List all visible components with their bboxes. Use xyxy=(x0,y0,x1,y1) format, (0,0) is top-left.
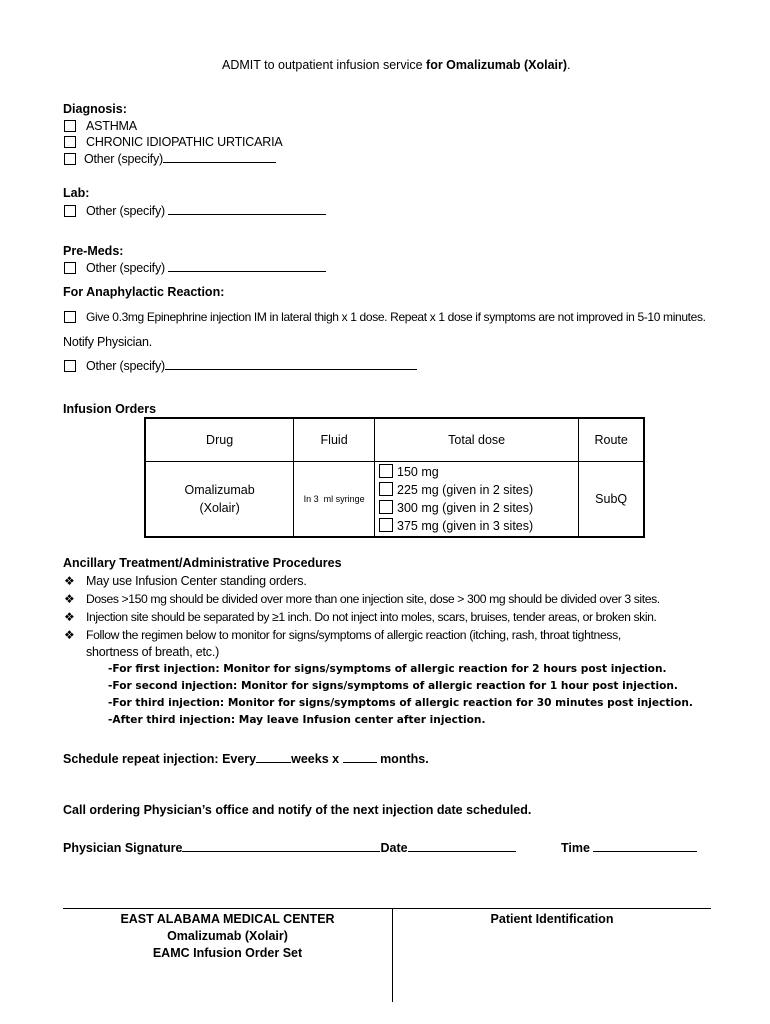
dose-option-225[interactable]: 225 mg (given in 2 sites) xyxy=(375,481,578,499)
checkbox[interactable] xyxy=(64,205,76,217)
dose-option-150[interactable]: 150 mg xyxy=(375,463,578,481)
anaphylactic-heading: For Anaphylactic Reaction: xyxy=(63,285,225,299)
physician-signature-field[interactable] xyxy=(182,840,380,852)
bullet-icon: ❖ xyxy=(64,628,75,642)
time-field[interactable] xyxy=(593,840,697,852)
ancillary-bullet-1: May use Infusion Center standing orders. xyxy=(86,574,307,588)
lab-heading: Lab: xyxy=(63,186,90,200)
premeds-heading: Pre-Meds: xyxy=(63,244,124,258)
checkbox[interactable] xyxy=(64,120,76,132)
specify-line[interactable] xyxy=(168,203,326,215)
months-field[interactable] xyxy=(343,751,377,763)
injection-instruction-3: -For third injection: Monitor for signs/symptoms of allergic reaction for 30 minutes post injection. xyxy=(108,697,693,709)
drug-cell xyxy=(145,462,294,538)
infusion-heading: Infusion Orders xyxy=(63,402,157,416)
checkbox[interactable] xyxy=(379,518,393,532)
diagnosis-heading: Diagnosis: xyxy=(63,102,127,116)
dose-cell xyxy=(375,462,579,538)
org-name: EAST ALABAMA MEDICAL CENTER xyxy=(120,912,335,926)
bullet-icon: ❖ xyxy=(64,610,75,624)
diagnosis-option-urticaria[interactable]: CHRONIC IDIOPATHIC URTICARIA xyxy=(64,135,283,149)
fluid-cell: In 3 ml syringe xyxy=(294,462,375,538)
bullet-icon: ❖ xyxy=(64,574,75,588)
admit-line xyxy=(222,58,571,72)
admit-suffix: . xyxy=(567,58,571,72)
checkbox[interactable] xyxy=(379,464,393,478)
checkbox[interactable] xyxy=(64,136,76,148)
drug-name: Omalizumab xyxy=(184,483,255,497)
bullet-icon: ❖ xyxy=(64,592,75,606)
infusion-table xyxy=(144,417,645,538)
checkbox[interactable] xyxy=(64,311,76,323)
patient-id-block xyxy=(393,911,711,928)
weeks-field[interactable] xyxy=(256,751,291,763)
diagnosis-option-other[interactable]: Other (specify) xyxy=(64,151,276,166)
org-form-name: EAMC Infusion Order Set xyxy=(152,946,303,960)
checkbox[interactable] xyxy=(379,482,393,496)
specify-line[interactable] xyxy=(165,358,417,370)
route-cell: SubQ xyxy=(579,462,644,538)
ancillary-bullet-4-cont: shortness of breath, etc.) xyxy=(86,645,220,659)
checkbox[interactable] xyxy=(379,500,393,514)
anaphylactic-other[interactable]: Other (specify) xyxy=(64,358,417,373)
specify-line[interactable] xyxy=(168,260,326,272)
diagnosis-option-asthma[interactable]: ASTHMA xyxy=(64,119,137,133)
column-header-drug: Drug xyxy=(145,418,294,462)
column-header-fluid: Fluid xyxy=(294,418,375,462)
injection-instruction-2: -For second injection: Monitor for signs/symptoms of allergic reaction for 1 hour post injection. xyxy=(108,680,678,692)
drug-brand: (Xolair) xyxy=(199,501,240,515)
org-drug: Omalizumab (Xolair) xyxy=(167,929,288,943)
schedule-line: Schedule repeat injection: Every weeks x months. xyxy=(63,752,429,766)
dose-option-375[interactable]: 375 mg (given in 3 sites) xyxy=(375,517,578,535)
ancillary-bullet-4: Follow the regimen below to monitor for signs/symptoms of allergic reaction (itching, rash, throat tightness, xyxy=(86,628,621,642)
footer-divider xyxy=(63,908,711,909)
premeds-other[interactable]: Other (specify) xyxy=(64,260,326,275)
admit-drug: for Omalizumab (Xolair) xyxy=(426,58,568,72)
injection-instruction-1: -For first injection: Monitor for signs/symptoms of allergic reaction for 2 hours post injection. xyxy=(108,663,667,675)
patient-id-label: Patient Identification xyxy=(490,912,614,926)
table-row xyxy=(145,462,644,538)
dose-option-300[interactable]: 300 mg (given in 2 sites) xyxy=(375,499,578,517)
time-line: Time xyxy=(561,840,697,855)
checkbox[interactable] xyxy=(64,262,76,274)
date-field[interactable] xyxy=(408,840,516,852)
epinephrine-option[interactable]: Give 0.3mg Epinephrine injection IM in lateral thigh x 1 dose. Repeat x 1 dose if symptoms are not improved in 5-10 minutes. xyxy=(64,310,706,324)
checkbox[interactable] xyxy=(64,153,76,165)
notify-physician: Notify Physician. xyxy=(63,335,152,349)
table-header-row xyxy=(145,418,644,462)
lab-other[interactable]: Other (specify) xyxy=(64,203,326,218)
call-ordering-note: Call ordering Physician’s office and notify of the next injection date scheduled. xyxy=(63,803,532,817)
specify-line[interactable] xyxy=(163,151,276,163)
ancillary-bullet-3: Injection site should be separated by ≥1 inch. Do not inject into moles, scars, bruises, tender areas, or broken skin. xyxy=(86,610,657,624)
injection-instruction-4: -After third injection: May leave Infusion center after injection. xyxy=(108,714,486,726)
checkbox[interactable] xyxy=(64,360,76,372)
org-block xyxy=(63,911,392,962)
ancillary-heading: Ancillary Treatment/Administrative Procedures xyxy=(63,556,342,570)
column-header-route: Route xyxy=(579,418,644,462)
signature-line: Physician Signature Date xyxy=(63,840,516,855)
column-header-total-dose: Total dose xyxy=(375,418,579,462)
ancillary-bullet-2: Doses >150 mg should be divided over more than one injection site, dose > 300 mg should be divided over 3 sites. xyxy=(86,592,660,606)
admit-prefix: ADMIT to outpatient infusion service xyxy=(222,58,427,72)
